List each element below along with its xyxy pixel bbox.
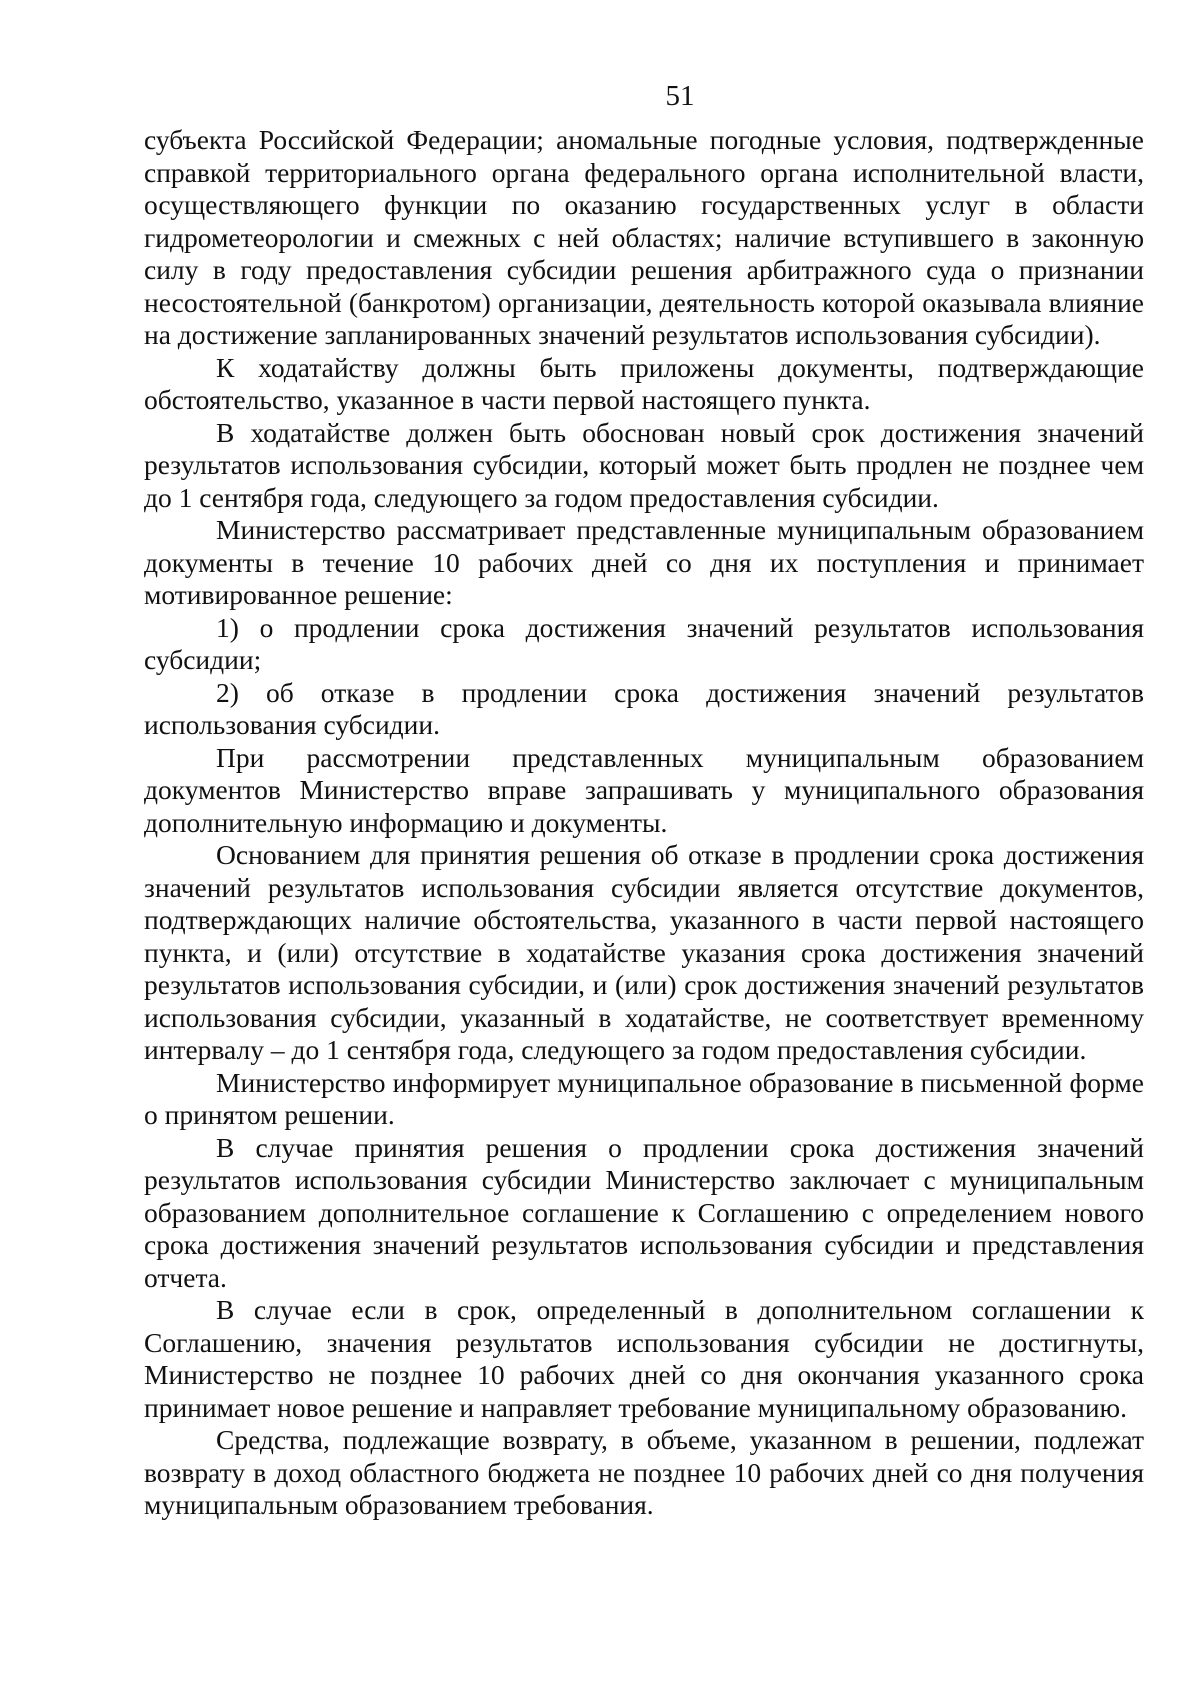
paragraph: В случае если в срок, определенный в дополнительном соглашении к Соглашению, значения результатов использования субсидии не достигнуты, Министерство не позднее 10 рабочих дней со дня окончания указанного срока принимает новое решение и направляет требование муниципальному образованию.	[144, 1294, 1144, 1423]
list-item: 2) об отказе в продлении срока достижения значений результатов использования субсидии.	[144, 676, 1144, 740]
paragraph: Основанием для принятия решения об отказе в продлении срока достижения значений результатов использования субсидии является отсутствие документов, подтверждающих наличие обстоятельства, указанного в части первой настоящего пункта, и (или) отсутствие в ходатайстве указания срока достижения значений результатов использования субсидии, и (или) срок достижения значений результатов использования субсидии, указанный в ходатайстве, не соответствует временному интервалу – до 1 сентября года, следующего за годом предоставления субсидии.	[144, 839, 1144, 1065]
paragraph: Министерство рассматривает представленные муниципальным образованием документы в течение 10 рабочих дней со дня их поступления и принимает мотивированное решение:	[144, 514, 1144, 610]
paragraph: Министерство информирует муниципальное образование в письменной форме о принятом решении.	[144, 1066, 1144, 1130]
paragraph: Средства, подлежащие возврату, в объеме, указанном в решении, подлежат возврату в доход областного бюджета не позднее 10 рабочих дней со дня получения муниципальным образованием требования.	[144, 1424, 1144, 1520]
paragraph: К ходатайству должны быть приложены документы, подтверждающие обстоятельство, указанное в части первой настоящего пункта.	[144, 351, 1144, 415]
document-body	[144, 124, 1144, 1522]
paragraph: При рассмотрении представленных муниципальным образованием документов Министерство вправе запрашивать у муниципального образования дополнительную информацию и документы.	[144, 741, 1144, 838]
page-number: 51	[665, 80, 695, 112]
paragraph: В случае принятия решения о продлении срока достижения значений результатов использования субсидии Министерство заключает с муниципальным образованием дополнительное соглашение к Соглашению с определением нового срока достижения значений результатов использования субсидии и представления отчета.	[144, 1131, 1144, 1293]
paragraph: В ходатайстве должен быть обоснован новый срок достижения значений результатов использования субсидии, который может быть продлен не позднее чем до 1 сентября года, следующего за годом предоставления субсидии.	[144, 416, 1144, 513]
list-item: 1) о продлении срока достижения значений результатов использования субсидии;	[144, 611, 1144, 675]
paragraph-continuation: субъекта Российской Федерации; аномальные погодные условия, подтвержденные справкой территориального органа федерального органа исполнительной власти, осуществляющего функции по оказанию государственных услуг в области гидрометеорологии и смежных с ней областях; наличие вступившего в законную силу в году предоставления субсидии решения арбитражного суда о признании несостоятельной (банкротом) организации, деятельность которой оказывала влияние на достижение запланированных значений результатов использования субсидии).	[144, 124, 1144, 350]
